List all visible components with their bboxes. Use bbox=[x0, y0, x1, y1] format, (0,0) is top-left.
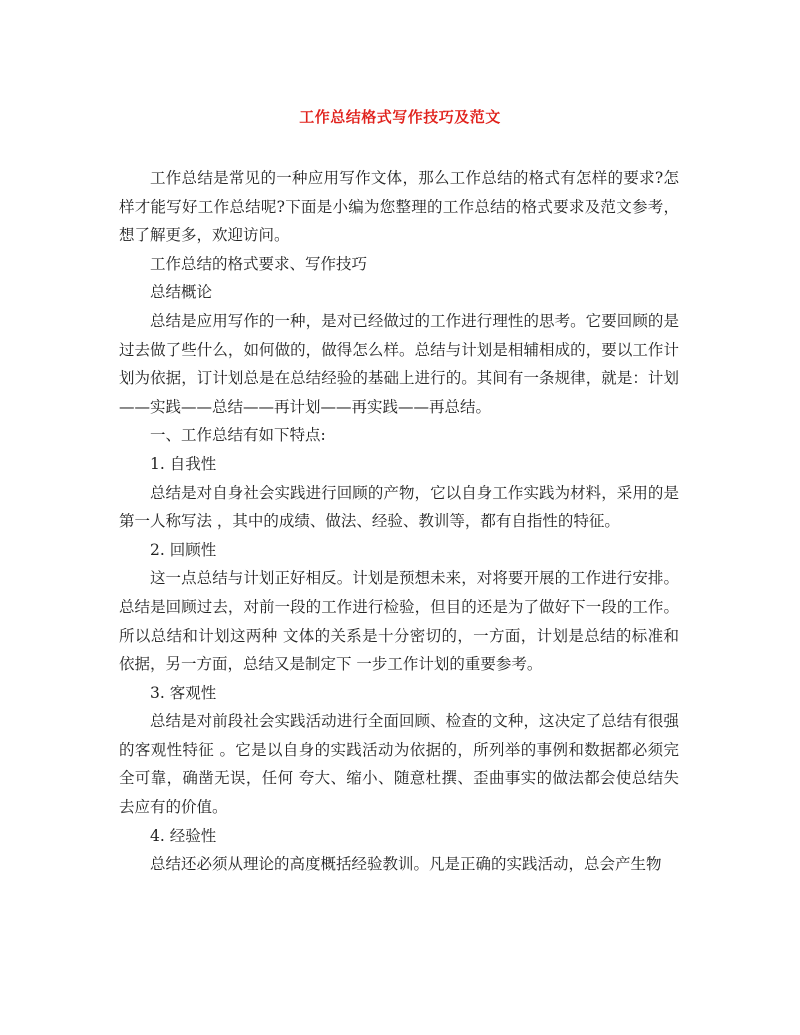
paragraph: 4. 经验性 bbox=[150, 826, 217, 845]
paragraph: 这一点总结与计划正好相反。计划是预想未来，对将要开展的工作进行安排。总结是回顾过去，对前一段的工作进行检验，但目的还是为了做好下一段的工作。所以总结和计划这两种 文体的关系是十分密切的，一方面，计划是总结的标准和依据，另一方面，总结又是制定下 一步工作计划的重要参考。 bbox=[119, 569, 679, 674]
paragraph: 总结是应用写作的一种，是对已经做过的工作进行理性的思考。它要回顾的是过去做了些什么，如何做的，做得怎么样。总结与计划是相辅相成的，要以工作计划为依据，订计划总是在总结经验的基础上进行的。其间有一条规律，就是：计划——实践——总结——再计划——再实践——再总结。 bbox=[119, 311, 679, 416]
document-title: 工作总结格式写作技巧及范文 bbox=[299, 108, 501, 126]
paragraph: 工作总结的格式要求、写作技巧 bbox=[150, 254, 368, 273]
paragraph: 工作总结是常见的一种应用写作文体，那么工作总结的格式有怎样的要求?怎样才能写好工作总结呢?下面是小编为您整理的工作总结的格式要求及范文参考，想了解更多，欢迎访问。 bbox=[119, 169, 679, 245]
paragraph: 总结概论 bbox=[150, 283, 213, 302]
paragraph: 2. 回顾性 bbox=[150, 540, 217, 559]
paragraph: 总结是对自身社会实践进行回顾的产物，它以自身工作实践为材料，采用的是第一人称写法 ，其中的成绩、做法、经验、教训等，都有自指性的特征。 bbox=[119, 483, 679, 531]
paragraph: 总结是对前段社会实践活动进行全面回顾、检查的文种，这决定了总结有很强的客观性特征 。它是以自身的实践活动为依据的，所列举的事例和数据都必须完全可靠，确凿无误，任何 夸大、缩小、随意杜撰、歪曲事实的做法都会使总结失去应有的价值。 bbox=[119, 712, 679, 817]
paragraph: 一、工作总结有如下特点: bbox=[150, 426, 326, 445]
paragraph: 3. 客观性 bbox=[150, 683, 217, 702]
paragraph: 总结还必须从理论的高度概括经验教训。凡是正确的实践活动，总会产生物 bbox=[150, 855, 662, 874]
document-body bbox=[119, 164, 679, 879]
paragraph: 1. 自我性 bbox=[150, 454, 217, 473]
